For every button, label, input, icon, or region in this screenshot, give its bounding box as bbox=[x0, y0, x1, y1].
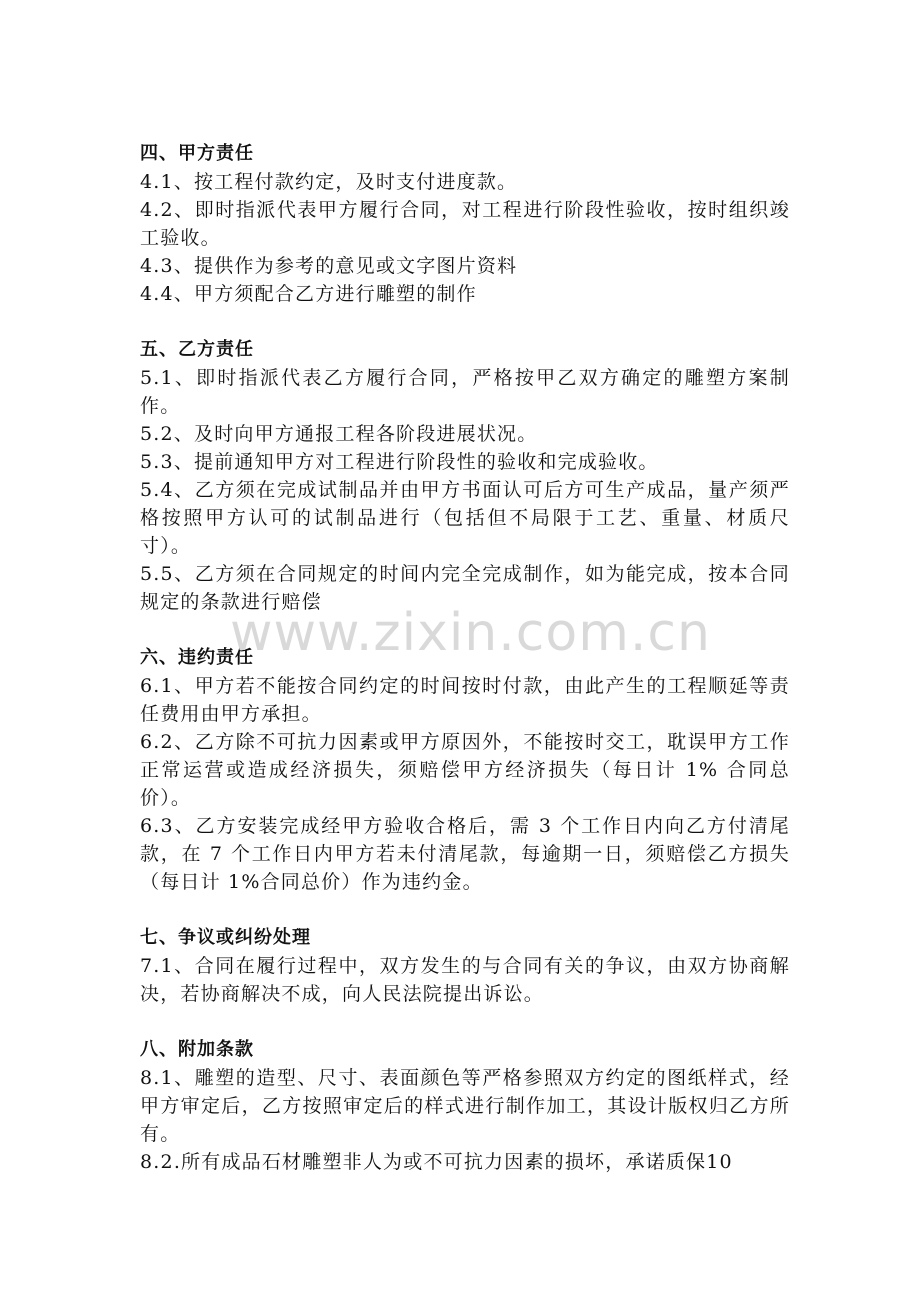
clause: 6.2、乙方除不可抗力因素或甲方原因外，不能按时交工，耽误甲方工作正常运营或造成经济损失，须赔偿甲方经济损失（每日计 1% 合同总价）。 bbox=[140, 731, 790, 809]
section-heading: 四、甲方责任 bbox=[140, 143, 254, 164]
section-breach-liability bbox=[140, 644, 790, 896]
section-heading: 五、乙方责任 bbox=[140, 339, 254, 360]
clause: 4.4、甲方须配合乙方进行雕塑的制作 bbox=[140, 283, 477, 305]
clause: 5.4、乙方须在完成试制品并由甲方书面认可后方可生产成品，量产须严格按照甲方认可的试制品进行（包括但不局限于工艺、重量、材质尺寸）。 bbox=[140, 479, 790, 557]
watermark: www.zixin.com.cn bbox=[230, 603, 711, 663]
section-party-b-responsibility bbox=[140, 336, 790, 616]
clause: 4.1、按工程付款约定，及时支付进度款。 bbox=[140, 171, 518, 193]
clause: 6.1、甲方若不能按合同约定的时间按时付款，由此产生的工程顺延等责任费用由甲方承担。 bbox=[140, 675, 790, 725]
section-heading: 八、附加条款 bbox=[140, 1039, 254, 1060]
clause: 8.1、雕塑的造型、尺寸、表面颜色等严格参照双方约定的图纸样式，经甲方审定后，乙方按照审定后的样式进行制作加工，其设计版权归乙方所有。 bbox=[140, 1067, 790, 1145]
section-heading: 六、违约责任 bbox=[140, 647, 254, 668]
clause: 5.1、即时指派代表乙方履行合同，严格按甲乙双方确定的雕塑方案制作。 bbox=[140, 367, 790, 417]
clause: 5.2、及时向甲方通报工程各阶段进展状况。 bbox=[140, 423, 538, 445]
section-additional-terms bbox=[140, 1036, 790, 1176]
section-party-a-responsibility bbox=[140, 140, 790, 308]
clause: 8.2.所有成品石材雕塑非人为或不可抗力因素的损坏，承诺质保10 bbox=[140, 1151, 733, 1173]
clause: 7.1、合同在履行过程中，双方发生的与合同有关的争议，由双方协商解决，若协商解决不成，向人民法院提出诉讼。 bbox=[140, 955, 790, 1005]
section-dispute-resolution bbox=[140, 924, 790, 1008]
document-body bbox=[140, 140, 790, 1176]
clause: 5.3、提前通知甲方对工程进行阶段性的验收和完成验收。 bbox=[140, 451, 659, 473]
clause: 4.3、提供作为参考的意见或文字图片资料 bbox=[140, 255, 518, 277]
clause: 4.2、即时指派代表甲方履行合同，对工程进行阶段性验收，按时组织竣工验收。 bbox=[140, 199, 790, 249]
clause: 5.5、乙方须在合同规定的时间内完全完成制作，如为能完成，按本合同规定的条款进行赔偿 bbox=[140, 563, 790, 613]
section-heading: 七、争议或纠纷处理 bbox=[140, 927, 311, 948]
clause: 6.3、乙方安装完成经甲方验收合格后，需 3 个工作日内向乙方付清尾款，在 7 个工作日内甲方若未付清尾款，每逾期一日，须赔偿乙方损失（每日计 1%合同总价）作为违约金。 bbox=[140, 815, 790, 893]
